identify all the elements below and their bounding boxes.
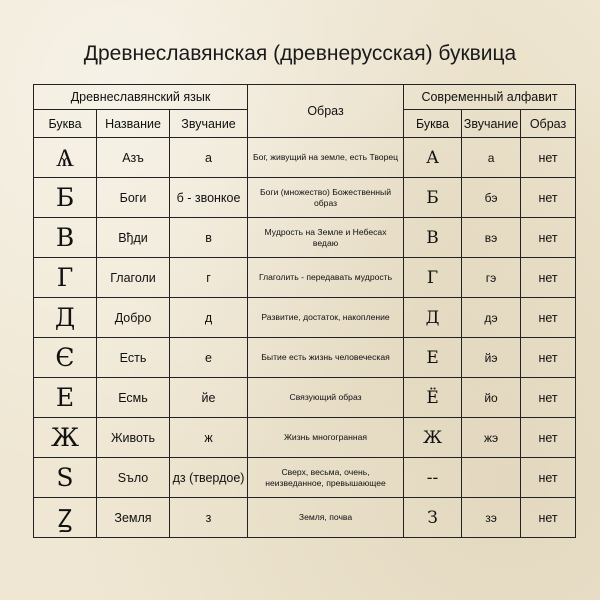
old-letter-cell: Ꙁ — [34, 498, 97, 538]
letter-name-cell: Животь — [97, 418, 170, 458]
old-letter-cell: Ѕ — [34, 458, 97, 498]
table-row — [34, 498, 576, 538]
page-title: Древнеславянская (древнерусская) буквица — [83, 42, 517, 65]
table-row — [34, 418, 576, 458]
sound-cell: ж — [170, 418, 248, 458]
sound-cell: а — [170, 138, 248, 178]
old-letter-cell: Ѧ — [34, 138, 97, 178]
meaning-cell: Боги (множество) Божественный образ — [248, 178, 404, 218]
modern-image-cell: нет — [521, 498, 576, 538]
meaning-cell: Жизнь многогранная — [248, 418, 404, 458]
meaning-cell: Сверх, весьма, очень, неизведанное, превышающее — [248, 458, 404, 498]
meaning-cell: Развитие, достаток, накопление — [248, 298, 404, 338]
sound-cell: йе — [170, 378, 248, 418]
table-row — [34, 338, 576, 378]
modern-image-cell: нет — [521, 418, 576, 458]
letter-name-cell: Добро — [97, 298, 170, 338]
modern-letter-cell: Ж — [404, 418, 462, 458]
modern-letter-cell: -- — [404, 458, 462, 498]
image-column-header: Образ — [248, 85, 404, 138]
meaning-cell: Земля, почва — [248, 498, 404, 538]
modern-sound-cell: гэ — [462, 258, 521, 298]
modern-sound-cell: жэ — [462, 418, 521, 458]
modern-letter-cell: З — [404, 498, 462, 538]
table-row — [34, 258, 576, 298]
modern-sound-header: Звучание — [462, 110, 521, 138]
letter-name-cell: Ѕъло — [97, 458, 170, 498]
table-row — [34, 378, 576, 418]
meaning-cell: Мудрость на Земле и Небесах ведаю — [248, 218, 404, 258]
modern-image-cell: нет — [521, 458, 576, 498]
modern-image-cell: нет — [521, 258, 576, 298]
sound-cell: з — [170, 498, 248, 538]
sound-cell: д — [170, 298, 248, 338]
table-row — [34, 298, 576, 338]
modern-image-header: Образ — [521, 110, 576, 138]
modern-image-cell: нет — [521, 338, 576, 378]
old-letter-cell: Д — [34, 298, 97, 338]
sound-cell: дз (твердое) — [170, 458, 248, 498]
modern-letter-cell: А — [404, 138, 462, 178]
old-letter-cell: Є — [34, 338, 97, 378]
sound-cell: г — [170, 258, 248, 298]
modern-image-cell: нет — [521, 378, 576, 418]
letter-name-cell: Есть — [97, 338, 170, 378]
letter-name-cell: Азъ — [97, 138, 170, 178]
table-row — [34, 458, 576, 498]
table-row — [34, 178, 576, 218]
sound-cell: б - звонкое — [170, 178, 248, 218]
letter-name-cell: Вђди — [97, 218, 170, 258]
sound-cell: в — [170, 218, 248, 258]
modern-alphabet-header: Современный алфавит — [404, 85, 576, 110]
table-row — [34, 218, 576, 258]
letter-name-cell: Глаголи — [97, 258, 170, 298]
modern-letter-cell: Ё — [404, 378, 462, 418]
old-sound-header: Звучание — [170, 110, 248, 138]
old-letter-cell: Б — [34, 178, 97, 218]
modern-sound-cell: зэ — [462, 498, 521, 538]
letter-name-cell: Боги — [97, 178, 170, 218]
sound-cell: е — [170, 338, 248, 378]
modern-sound-cell: йо — [462, 378, 521, 418]
meaning-cell: Глаголить - передавать мудрость — [248, 258, 404, 298]
modern-sound-cell — [462, 458, 521, 498]
alphabet-table — [33, 84, 576, 538]
modern-sound-cell: а — [462, 138, 521, 178]
old-letter-cell: Ж — [34, 418, 97, 458]
modern-sound-cell: дэ — [462, 298, 521, 338]
old-letter-cell: Г — [34, 258, 97, 298]
modern-letter-cell: Г — [404, 258, 462, 298]
table-row — [34, 138, 576, 178]
modern-sound-cell: бэ — [462, 178, 521, 218]
modern-image-cell: нет — [521, 138, 576, 178]
old-language-header: Древнеславянский язык — [34, 85, 248, 110]
old-letter-cell: В — [34, 218, 97, 258]
old-letter-header: Буква — [34, 110, 97, 138]
modern-sound-cell: вэ — [462, 218, 521, 258]
old-letter-cell: Е — [34, 378, 97, 418]
modern-letter-header: Буква — [404, 110, 462, 138]
meaning-cell: Бог, живущий на земле, есть Творец — [248, 138, 404, 178]
letter-name-cell: Есмь — [97, 378, 170, 418]
modern-image-cell: нет — [521, 298, 576, 338]
old-name-header: Название — [97, 110, 170, 138]
modern-letter-cell: Д — [404, 298, 462, 338]
meaning-cell: Бытие есть жизнь человеческая — [248, 338, 404, 378]
modern-letter-cell: В — [404, 218, 462, 258]
modern-letter-cell: Е — [404, 338, 462, 378]
modern-letter-cell: Б — [404, 178, 462, 218]
meaning-cell: Связующий образ — [248, 378, 404, 418]
letter-name-cell: Земля — [97, 498, 170, 538]
modern-sound-cell: йэ — [462, 338, 521, 378]
modern-image-cell: нет — [521, 218, 576, 258]
modern-image-cell: нет — [521, 178, 576, 218]
